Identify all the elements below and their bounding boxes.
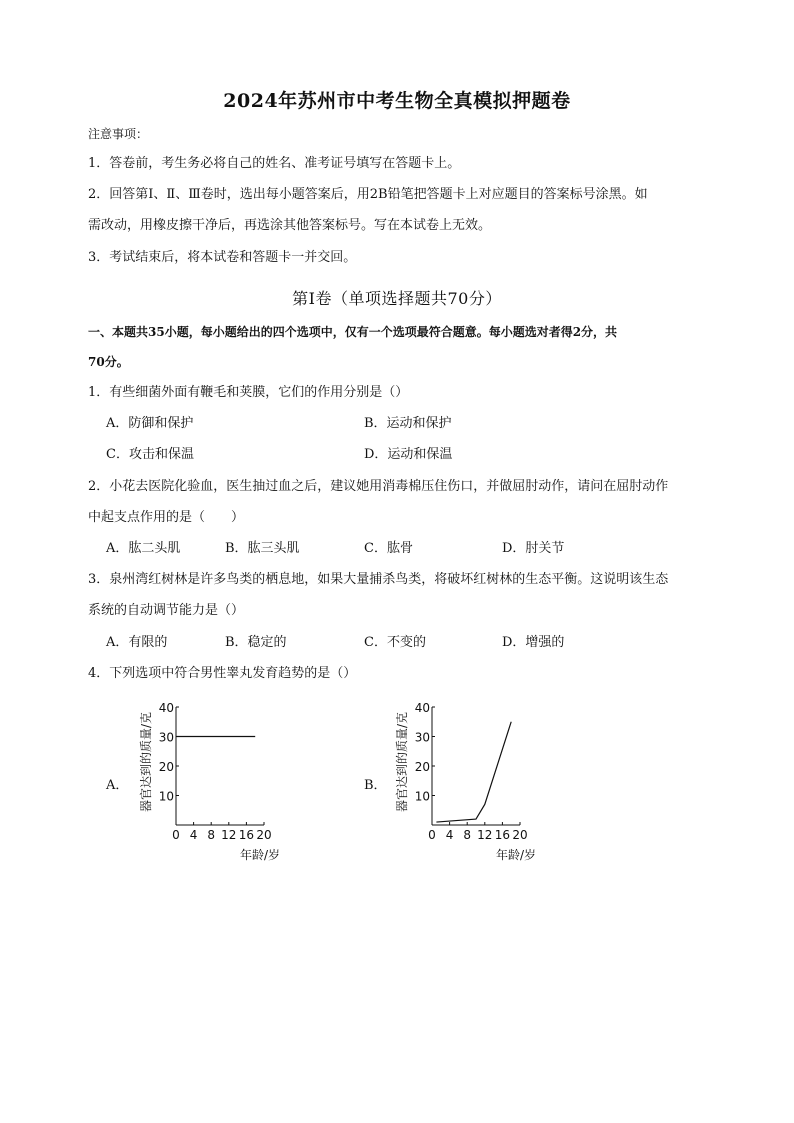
x-axis-label: 年龄/岁 <box>495 848 537 862</box>
y-tick-label: 10 <box>158 789 174 804</box>
question-2-option-c: C．肱骨 <box>364 541 413 556</box>
x-tick-label: 4 <box>189 828 198 842</box>
question-4-option-a-label: A． <box>106 778 129 793</box>
notice-item-2-cont: 需改动，用橡皮擦干净后，再选涂其他答案标号。写在本试卷上无效。 <box>88 218 492 233</box>
y-axis-label: 器官达到的质量/克 <box>139 711 153 813</box>
question-4-stem: 4．下列选项中符合男性睾丸发育趋势的是（） <box>88 666 357 681</box>
question-3-option-a: A．有限的 <box>106 635 168 650</box>
y-tick-label: 20 <box>414 760 430 774</box>
series-line <box>436 722 511 822</box>
x-tick-label: 8 <box>463 828 472 842</box>
question-2-stem-1: 2．小花去医院化验血，医生抽过血之后，建议她用消毒棉压住伤口，并做屈肘动作，请问在屈肘动作 <box>88 479 669 494</box>
x-tick-label: 0 <box>428 828 436 842</box>
question-3-stem-1: 3．泉州湾红树林是许多鸟类的栖息地，如果大量捕杀鸟类，将破坏红树林的生态平衡。这说明该生态 <box>88 572 669 587</box>
question-2-option-a: A．肱二头肌 <box>106 541 181 556</box>
question-4-option-b-label: B． <box>364 778 387 793</box>
question-3-option-b: B．稳定的 <box>225 635 287 650</box>
question-2-option-b: B．肱三头肌 <box>225 541 300 556</box>
question-3-option-d: D．增强的 <box>502 635 565 650</box>
x-tick-label: 16 <box>494 828 511 842</box>
x-tick-label: 4 <box>445 828 454 842</box>
x-axis-label: 年龄/岁 <box>239 848 281 862</box>
y-tick-label: 40 <box>158 701 174 715</box>
y-tick-label: 30 <box>158 730 174 745</box>
section-title: 第Ⅰ卷（单项选择题共70分） <box>292 289 502 308</box>
question-3-option-c: C．不变的 <box>364 635 426 650</box>
notice-item-2: 2．回答第Ⅰ、Ⅱ、Ⅲ卷时，选出每小题答案后，用2B铅笔把答题卡上对应题目的答案标号涂黑。如 <box>88 187 648 202</box>
chart-option-a <box>140 695 280 875</box>
question-3-stem-2: 系统的自动调节能力是（） <box>88 603 245 618</box>
x-tick-label: 16 <box>238 828 255 842</box>
y-tick-label: 10 <box>414 789 430 804</box>
x-tick-label: 12 <box>221 828 237 842</box>
question-1-option-c: C．攻击和保温 <box>106 447 194 462</box>
question-2-option-d: D．肘关节 <box>502 541 565 556</box>
question-1-stem: 1．有些细菌外面有鞭毛和荚膜，它们的作用分别是（） <box>88 385 409 400</box>
x-tick-label: 20 <box>512 828 528 842</box>
x-tick-label: 20 <box>256 828 272 842</box>
instructions-line-1: 一、本题共35小题，每小题给出的四个选项中，仅有一个选项最符合题意。每小题选对者得2分，共 <box>88 325 618 339</box>
y-axis-label: 器官达到的质量/克 <box>395 711 409 813</box>
question-1-option-b: B．运动和保护 <box>364 416 452 431</box>
question-1-option-d: D．运动和保温 <box>364 447 453 462</box>
instructions-line-2: 70分。 <box>88 355 129 369</box>
x-tick-label: 12 <box>477 828 493 842</box>
x-tick-label: 8 <box>207 828 216 842</box>
x-tick-label: 0 <box>172 828 180 842</box>
page-title: 2024年苏州市中考生物全真模拟押题卷 <box>223 90 571 112</box>
y-tick-label: 30 <box>414 730 430 745</box>
y-tick-label: 40 <box>414 701 430 715</box>
notice-heading: 注意事项： <box>88 127 149 141</box>
chart-option-b <box>396 695 536 875</box>
y-tick-label: 20 <box>158 760 174 774</box>
question-2-stem-2: 中起支点作用的是（ ） <box>88 510 245 525</box>
notice-item-3: 3．考试结束后，将本试卷和答题卡一并交回。 <box>88 250 357 265</box>
question-1-option-a: A．防御和保护 <box>106 416 194 431</box>
notice-item-1: 1．答卷前，考生务必将自己的姓名、准考证号填写在答题卡上。 <box>88 156 461 171</box>
